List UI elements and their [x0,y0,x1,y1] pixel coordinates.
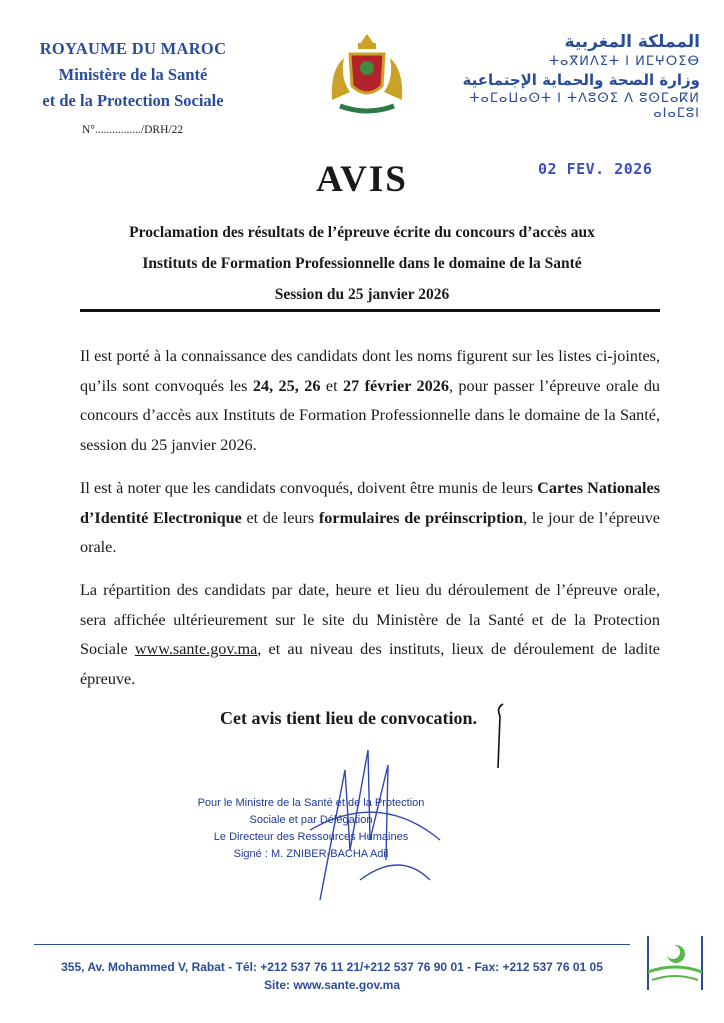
kingdom-name: ROYAUME DU MAROC [39,39,227,58]
date-stamp: 02 FEV. 2026 [538,160,653,178]
p1-dates: 24, 25, 26 [252,376,321,395]
ministry-name-line1: Ministère de la Santé [58,65,208,84]
kingdom-name-arabic: المملكة المغربية [564,32,700,52]
subtitle-line1: Proclamation des résultats de l’épreuve écrite du concours d’accès aux [129,224,595,241]
paragraph-convocation [80,342,660,460]
p1-et: et [320,376,344,395]
p2-id-card: Cartes Nationales d’Identité Electronique [80,479,660,527]
reference-number: N°................/DRH/22 [82,124,184,136]
footer-address: 355, Av. Mohammed V, Rabat - Tél: +212 537 76 11 21/+212 537 76 90 01 - Fax: +212 537 76 01 05 [61,960,603,974]
p2-forms: formulaires de préinscription [318,508,524,527]
kingdom-name-tifinagh: ⵜⴰⴳⵍⴷⵉⵜ ⵏ ⵍⵎⵖⵔⵉⴱ [548,54,700,69]
ministry-website-link[interactable]: www.sante.gov.ma [134,640,258,658]
closing-statement: Cet avis tient lieu de convocation. [220,708,477,728]
document-title: AVIS [316,159,408,200]
p1-date-last: 27 février 2026 [343,376,449,395]
signature-line2: Sociale et par Délégation [249,814,373,826]
p3-text-a: La répartition des candidats par date, heure et lieu du déroulement de l’épreuve orale, sera affichée ultérieurement sur le site du Ministère de la Santé et de la Protection Sociale [80,581,660,658]
title-divider [80,309,660,312]
footer-site[interactable]: Site: www.sante.gov.ma [263,978,401,992]
p1-text-a: Il est porté à la connaissance des candidats dont les noms figurent sur les listes ci-jointes, qu’ils sont convoqués les [80,347,660,395]
footer-divider [34,944,630,945]
p3-text-b: , et au niveau des instituts, lieux de déroulement de ladite épreuve. [80,640,660,688]
p2-text-b: et de leurs [241,508,319,527]
ministry-name-tifinagh: ⵜⴰⵎⴰⵡⴰⵙⵜ ⵏ ⵜⴷⵓⵙⵉ ⴷ ⵓⵙⵎⴰⴽⵍ ⴰⵏⴰⵎⵓⵏ [469,91,700,121]
pen-mark-icon [494,702,508,772]
subtitle-line2: Instituts de Formation Professionnelle dans le domaine de la Santé [142,255,582,272]
p1-text-b: , pour passer l’épreuve orale du concours d’accès aux Instituts de Formation Professionnelle dans le domaine de la Santé, session du 25 janvier 2026. [80,376,661,454]
p2-text-a: Il est à noter que les candidats convoqués, doivent être munis de leurs [80,479,538,497]
footer [20,958,644,994]
signature-line3: Le Directeur des Ressources Humaines [213,831,409,843]
ministry-name-arabic: وزارة الصحة والحماية الإجتماعية [462,71,700,89]
ministry-name-line2: et de la Protection Sociale [42,91,224,110]
health-logo-icon [640,928,710,998]
header-french [18,36,248,114]
royal-emblem-icon [322,30,412,120]
p2-text-c: , le jour de l’épreuve orale. [80,508,660,556]
signature-line4: Signé : M. ZNIBER-BACHA Adil [233,848,389,860]
subtitle [60,217,664,310]
subtitle-line3: Session du 25 janvier 2026 [274,286,450,303]
signature-line1: Pour le Ministre de la Santé et de la Protection [197,797,425,809]
paragraph-schedule [80,576,660,694]
paragraph-documents [80,474,660,563]
header-arabic [440,32,700,121]
signature-block [186,795,436,863]
